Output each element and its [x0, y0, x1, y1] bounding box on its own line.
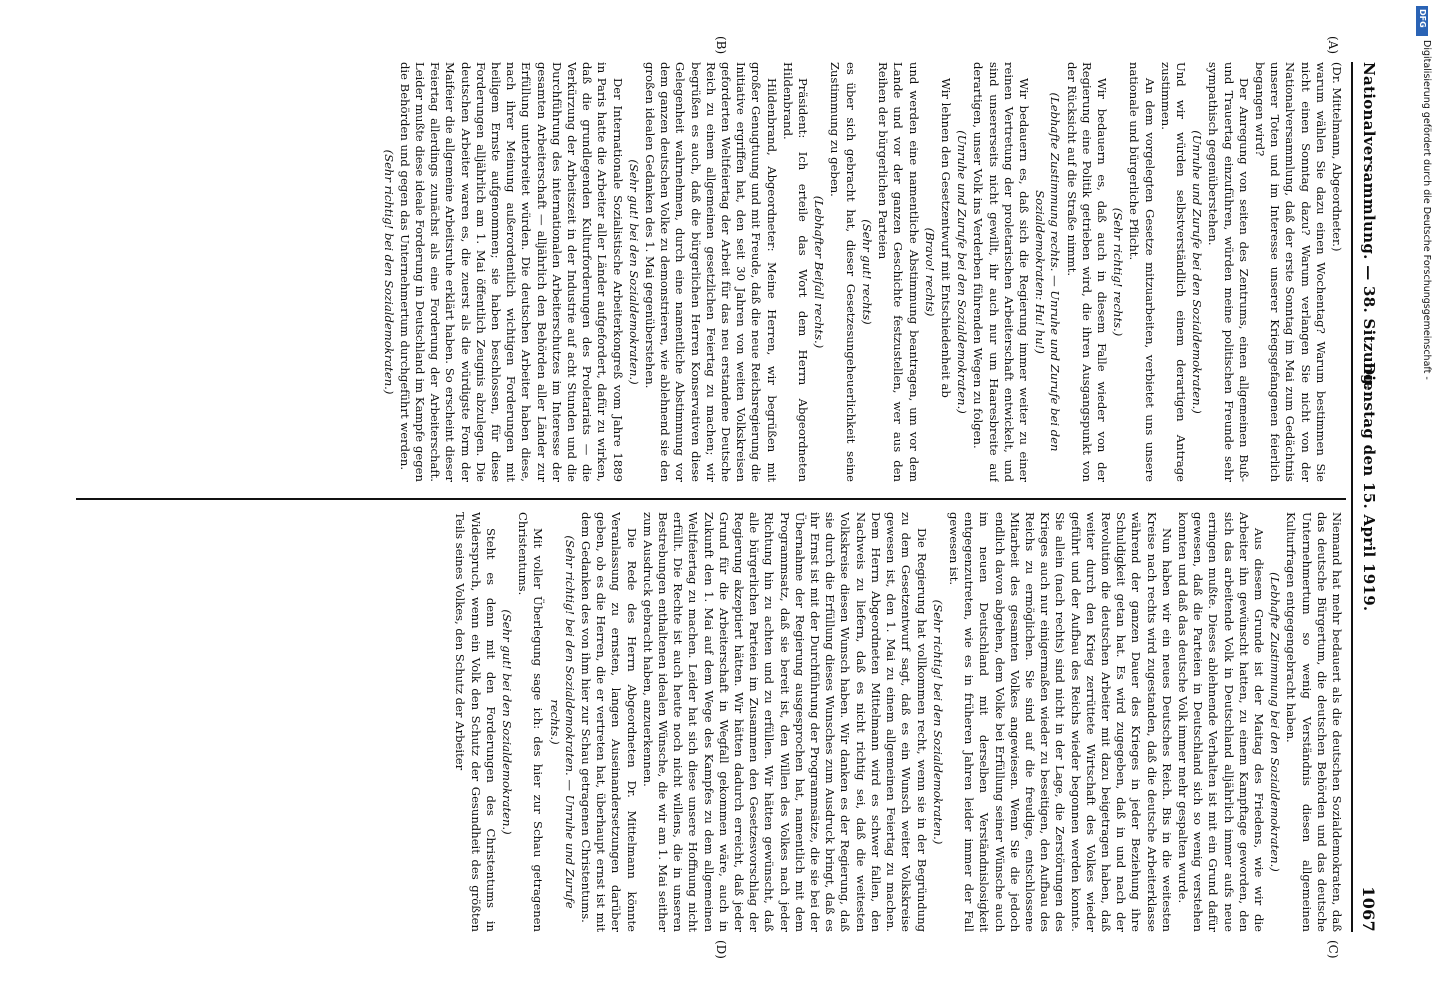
paragraph: Die Rede des Herrn Abgeordneten Dr. Mittelmann könnte Veranlassung zu ernsten, langen Auseinandersetzungen darüber geben, ob es die Herren, die er vertreten hat, überhaupt ernst ist mit dem Gedanken des von ihm hier zur Schau getragenen Christentums. [579, 512, 639, 932]
paragraph: Aus diesem Grunde ist der Maitag des Friedens, wie wir die Arbeiter ihn gewünscht hatten, zu einem Kampftage geworden, den sich das arbeitende Volk in Deutschland alljährlich immer aufs neue erringen mußte. Dieses ablehnende Verhalten ist mit ein Grund dafür gewesen, daß die Parteien in Deutschland sich so wenig verstehen konnten und daß das deutsche Volk immer mehr gespalten wurde. [1175, 512, 1266, 932]
text-column-left [84, 62, 1344, 482]
speaker-paragraph: Hildenbrand, Abgeordneter: Meine Herren, wir begrüßen mit großer Genugtuung und mit Freude, daß die neue Reichsregierung die Initiative ergriffen hat, den seit 30 Jahren von weiten Volkskreisen geforderten Weltfeiertag der Arbeit für das neu erstandene Deutsche Reich zu einem allgemeinen gesetzlichen Feiertag zu machen; wir begrüßen es auch, daß die bürgerlichen Herren Konservativen diese Gelegenheit wahrnehmen, durch eine namentliche Abstimmung vor dem ganzen deutschen Volke zu demonstrieren, wie ablehnend sie den großen idealen Gedanken des 1. Mai gegenüberstehen. [643, 62, 779, 482]
running-header [1354, 62, 1380, 932]
interjection: (Sehr richtig! bei den Sozialdemokraten.) [930, 599, 945, 845]
digitization-credit-strip [1410, 0, 1434, 1000]
paragraph: es über sich gebracht hat, dieser Gesetzesungeheuerlichkeit seine Zustimmung zu geben. [828, 62, 858, 482]
digitization-credit-text: Digitalisierung gefördert durch die Deutsche Forschungsgemeinschaft - [1421, 40, 1432, 380]
paragraph: Nun haben wir ein neues Deutsches Reich. Bis in die weitesten Kreise nach rechts wird zugestanden, daß die deutsche Arbeiterklasse während der ganzen Dauer des Krieges in jeder Beziehung ihre Schuldigkeit getan hat. Es wird zugegeben, daß in und nach der Revolution die deutschen Arbeiter mit dazu beigetragen haben, daß weiter durch den Krieg zerrüttete Wirtschaft des Volkes wieder geführt und der Aufbau des Reichs wieder begonnen werden konnte. Sie allein (nach rechts) sind nicht in der Lage, die Zerstörungen des Krieges auch nur einigermaßen wieder zu beseitigen, den Aufbau des Reichs zu ermöglichen. Sie sind auf die freudige, entschlossene Mitarbeit des gesamten Volkes angewiesen. Wenn Sie die jedoch endlich davon abgehen, dem Volke bei Erfüllung seiner Wünsche auch im neuen Deutschland mit derselben Verständnislosigkeit entgegenzutreten, wie es in früheren Jahren leider immer der Fall gewesen ist. [946, 512, 1174, 932]
paragraph: Wir bedauern es, daß auch in diesem Falle wieder von der Regierung eine Politik getrieben wird, die ihren Ausgangspunkt von der Rücksicht auf die Straße nimmt. [1064, 62, 1109, 482]
paragraph: Wir bedauern es, daß sich die Regierung immer weiter zu einer reinen Vertretung der proletarischen Arbeiterschaft entwickelt, und sind unsererseits nicht gewillt, ihr auch nur um Haaresbreite auf derartigen, unser Volk ins Verderben führenden Wegen zu folgen. [971, 62, 1031, 482]
interjection: (Sehr richtig! bei den Sozialdemokraten. — Unruhe und Zurufe rechts.) [547, 535, 577, 909]
interjection: (Unruhe und Zurufe bei den Sozialdemokraten.) [1190, 130, 1205, 414]
margin-marker-c: (C) [1326, 940, 1340, 959]
paragraph: Die Regierung hat vollkommen recht, wenn sie in der Begründung zu dem Gesetzentwurf sagt, daß es ein Wunsch weiter Volkskreise gewesen ist, den 1. Mai zu einem allgemeinen Feiertag zu machen. Dem Herrn Abgeordneten Mittelmann wird es schwer fallen, den Nachweis zu liefern, daß es nicht richtig sei, daß die weitesten Volkskreise diesen Wunsch haben. Wir danken es der Regierung, daß sie durch die Erfüllung dieses Wunsches zum Ausdruck bringt, daß es ihr Ernst ist mit der Durchführung der Programmsätze, die sie bei der Übernahme der Regierung ausgesprochen hat, namentlich mit dem Programmsatz, daß sie bereit ist, den Willen des Volkes nach jeder Richtung hin zu achten und zu erfüllen. Wir hätten gewünscht, daß alle bürgerlichen Parteien im Zusammen den Gesetzesvorschlag der Regierung akzeptiert hätten. Wir hätten dadurch erreicht, daß jeder Grund für die Arbeiterschaft in Wegfall gekommen wäre, auch in Zukunft den 1. Mai auf dem Wege des Kampfes zu dem allgemeinen Weltfeiertag zu machen. Leider hat sich diese unsere Hoffnung nicht erfüllt. Die Rechte ist auch heute noch nicht willens, die in unseren Bestrebungen enthaltenen idealen Wünsche, die wir am 1. Mai seither zum Ausdruck gebracht haben, anzuerkennen. [640, 512, 929, 932]
paragraph: Wir lehnen den Gesetzentwurf mit Entschiedenheit ab [938, 78, 953, 398]
paragraph: Und wir würden selbstverständlich einem derartigen Antrage zustimmen. [1158, 62, 1188, 482]
header-assembly-session: Nationalversammlung. — 38. Sitzung. [1360, 62, 1378, 391]
margin-marker-d: (D) [714, 940, 728, 959]
margin-marker-b: (B) [714, 36, 728, 55]
interjection: (Lebhafte Zustimmung bei den Sozialdemokraten.) [1268, 572, 1283, 872]
interjection: (Lebhafter Beifall rechts.) [812, 195, 827, 349]
page-number: 1067 [1359, 886, 1378, 932]
interjection: (Lebhafte Zustimmung rechts. — Unruhe und Zurufe bei den Sozialdemokraten: Hu! hu!) [1033, 92, 1063, 452]
paragraph: und werden eine namentliche Abstimmung beantragen, um vor dem Lande und vor der ganzen Geschichte festzustellen, wer aus den Reihen der bürgerlichen Parteien [876, 62, 921, 482]
column-divider [76, 498, 1346, 500]
margin-marker-a: (A) [1326, 36, 1340, 55]
paragraph: Steht es denn mit den Forderungen des Christentums in Widerspruch, wenn ein Volk den Schutz der Gesundheit des größten Teils seines Volkes, den Schutz der Arbeiter [453, 512, 498, 932]
dfg-logo-text: DFG [1418, 9, 1427, 28]
interjection: (Sehr richtig! bei den Sozialdemokraten.) [381, 149, 396, 395]
speaker-paragraph: Präsident: Ich erteile das Wort dem Herrn Abgeordneten Hildenbrand. [780, 62, 811, 482]
paragraph: Der Anregung von seiten des Zentrums, einen allgemeinen Buß- und Trauertag einzuführen, würden meine politischen Freunde sehr sympathisch gegenüberstehen. [1206, 62, 1251, 482]
interjection: (Sehr gut! rechts) [859, 219, 874, 325]
interjection: (Sehr richtig! rechts.) [1111, 207, 1126, 337]
text-column-right [84, 512, 1344, 932]
interjection: (Sehr gut! bei den Sozialdemokraten.) [626, 159, 641, 385]
interjection: (Unruhe und Zurufe bei den Sozialdemokraten.) [955, 130, 970, 414]
interjection: (Sehr gut! bei den Sozialdemokraten.) [500, 609, 515, 835]
paragraph: An dem vorgelegten Gesetze mitzuarbeiten, verbietet uns unsere nationale und bürgerliche Pflicht. [1127, 62, 1157, 482]
paragraph: (Dr. Mittelmann, Abgeordneter.) [1330, 62, 1344, 252]
paragraph: Mit voller Überlegung sage ich: des hier zur Schau getragenen Christentums. [516, 512, 546, 932]
paragraph: Niemand hat mehr bedauert als die deutschen Sozialdemokraten, daß das deutsche Bürgertum, die deutschen Behörden und das deutsche Unternehmertum so wenig Verständnis diesen allgemeinen Kulturfragen entgegengebracht haben. [1284, 512, 1344, 932]
interjection: (Bravo! rechts) [922, 227, 937, 317]
paragraph: Der Internationale Sozialistische Arbeiterkongreß vom Jahre 1889 in Paris hatte die Arbeiter aller Länder aufgefordert, dafür zu wirken, daß die grundlegenden Kulturforderungen des Proletariats — die Verkürzung der Arbeitszeit in der Industrie auf acht Stunden und die Durchführung des internationalen Arbeiterschutzes im Interesse der gesamten Arbeiterschaft — alljährlich den Behörden aller Länder zur Erfüllung unterbreitet würden. Die deutschen Arbeiter haben diese, nach ihrer Meinung außerordentlich wichtigen Forderungen mit heiligem Ernste aufgenommen; sie haben beschlossen, für diese Forderungen alljährlich am 1. Mai öffentlich Zeugnis abzulegen. Die deutschen Arbeiter waren es, die zuerst als die würdigste Form der Maifeier die allgemeine Arbeitsruhe erklärt haben. So erscheint dieser Feiertag allerdings zunächst als eine Forderung der Arbeiterschaft. Leider mußte diese ideale Forderung in Deutschland im Kampfe gegen die Behörden und gegen das Unternehmertum durchgeführt werden. [397, 62, 625, 482]
header-date: Dienstag den 15. April 1919. [1360, 362, 1378, 612]
paragraph: warum wählen Sie dazu einen Wochentag? Warum bestimmen Sie nicht einen Sonntag dazu? Warum verlangen Sie nicht von der Nationalversammlung, daß der erste Sonntag im Mai zum Gedächtnis unserer Toten und im Interesse unserer Kriegsgefangenen feierlich begangen wird? [1252, 62, 1328, 482]
rotated-sheet [70, 36, 1380, 959]
dfg-logo [1416, 6, 1428, 36]
header-rule [1351, 62, 1353, 932]
